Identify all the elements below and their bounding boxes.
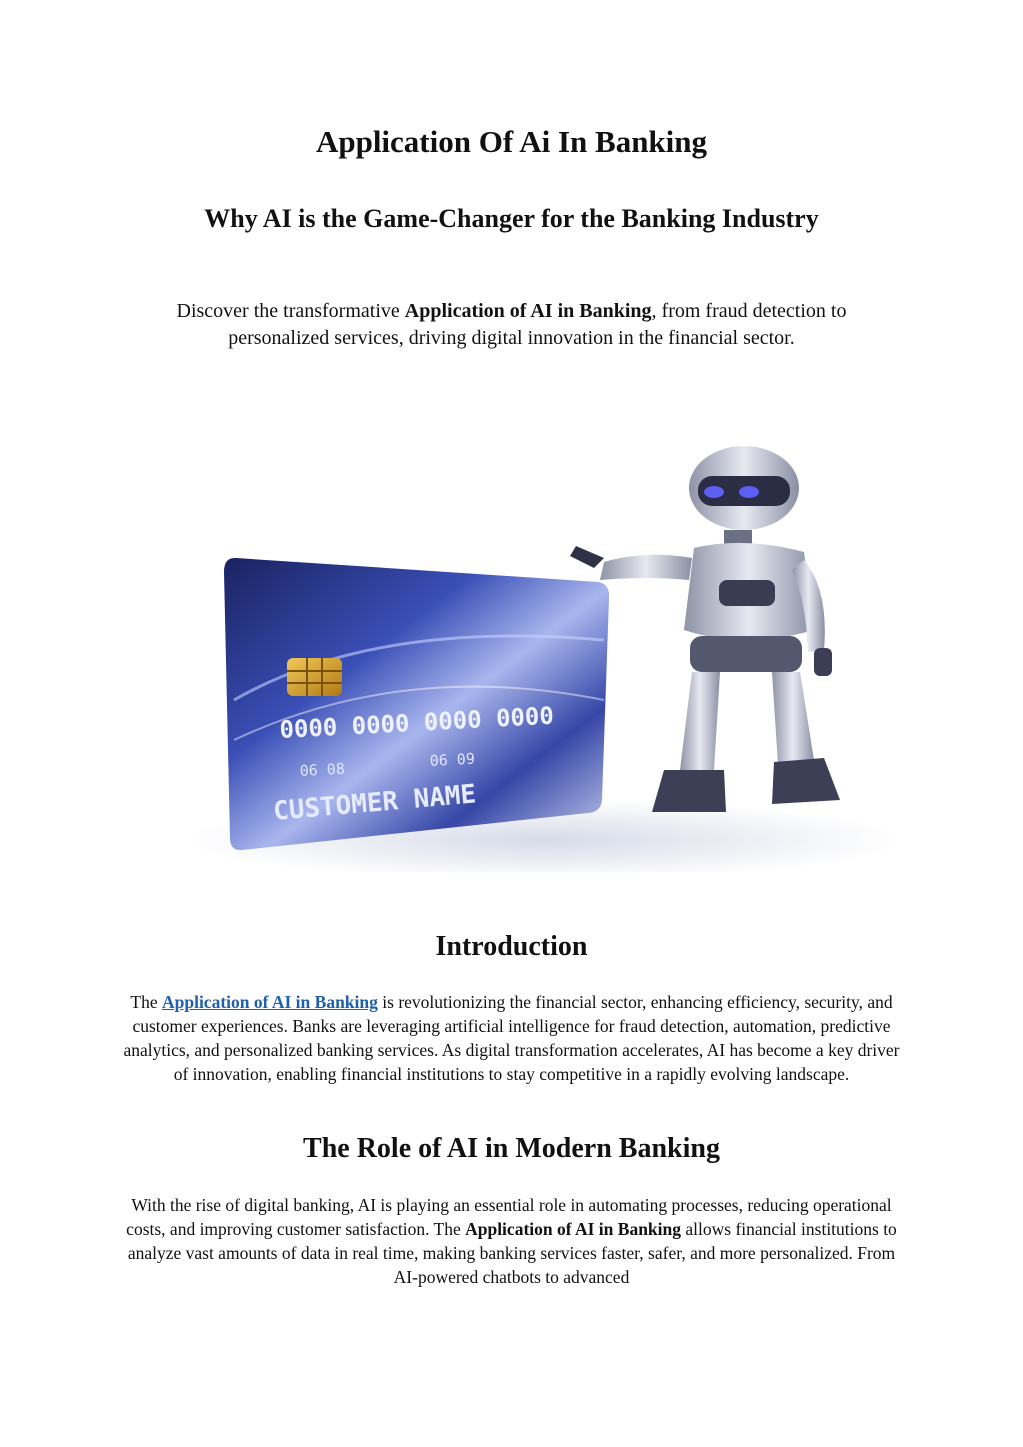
lede-paragraph [140, 298, 883, 352]
role-paragraph [118, 1193, 905, 1289]
role-text-end: allows financial institutions to analyze vast amounts of data in real time, making banking services faster, safer, and more personalized. From AI-powered chatbots to advanced [127, 1219, 897, 1287]
card-date-left: 06 08 [299, 759, 346, 780]
introduction-heading: Introduction [435, 931, 588, 962]
card-date-right: 06 09 [429, 749, 476, 770]
application-of-ai-link[interactable]: Application of AI in Banking [161, 992, 378, 1012]
credit-card [224, 558, 609, 850]
lede-text-end: , from fraud detection to personalized services, driving digital innovation in the financial sector. [228, 300, 847, 349]
intro-text-start: The [130, 992, 162, 1012]
card-holder-name: CUSTOMER NAME [271, 779, 478, 827]
card-chip-icon [287, 658, 342, 696]
introduction-paragraph [118, 990, 905, 1086]
role-text-start: With the rise of digital banking, AI is playing an essential role in automating processes, reducing operational costs, and improving customer satisfaction. The [126, 1195, 892, 1239]
lede-text-start: Discover the transformative [176, 300, 405, 322]
hero-image-card-and-robot [124, 440, 900, 872]
card-number: 0000 0000 0000 0000 [278, 701, 555, 744]
lede-bold-phrase: Application of AI in Banking [404, 300, 652, 322]
document-title: Application Of Ai In Banking [315, 124, 708, 159]
intro-text-end: is revolutionizing the financial sector, enhancing efficiency, security, and customer experiences. Banks are leveraging artificial intelligence for fraud detection, automation, predictive analytics, and personalized banking services. As digital transformation accelerates, AI has become a key driver of innovation, enabling financial institutions to stay competitive in a rapidly evolving landscape. [123, 992, 900, 1084]
document-subtitle: Why AI is the Game-Changer for the Banking Industry [204, 204, 819, 233]
role-heading: The Role of AI in Modern Banking [303, 1133, 720, 1164]
role-bold-phrase: Application of AI in Banking [465, 1219, 681, 1239]
robot-figure [570, 446, 840, 812]
